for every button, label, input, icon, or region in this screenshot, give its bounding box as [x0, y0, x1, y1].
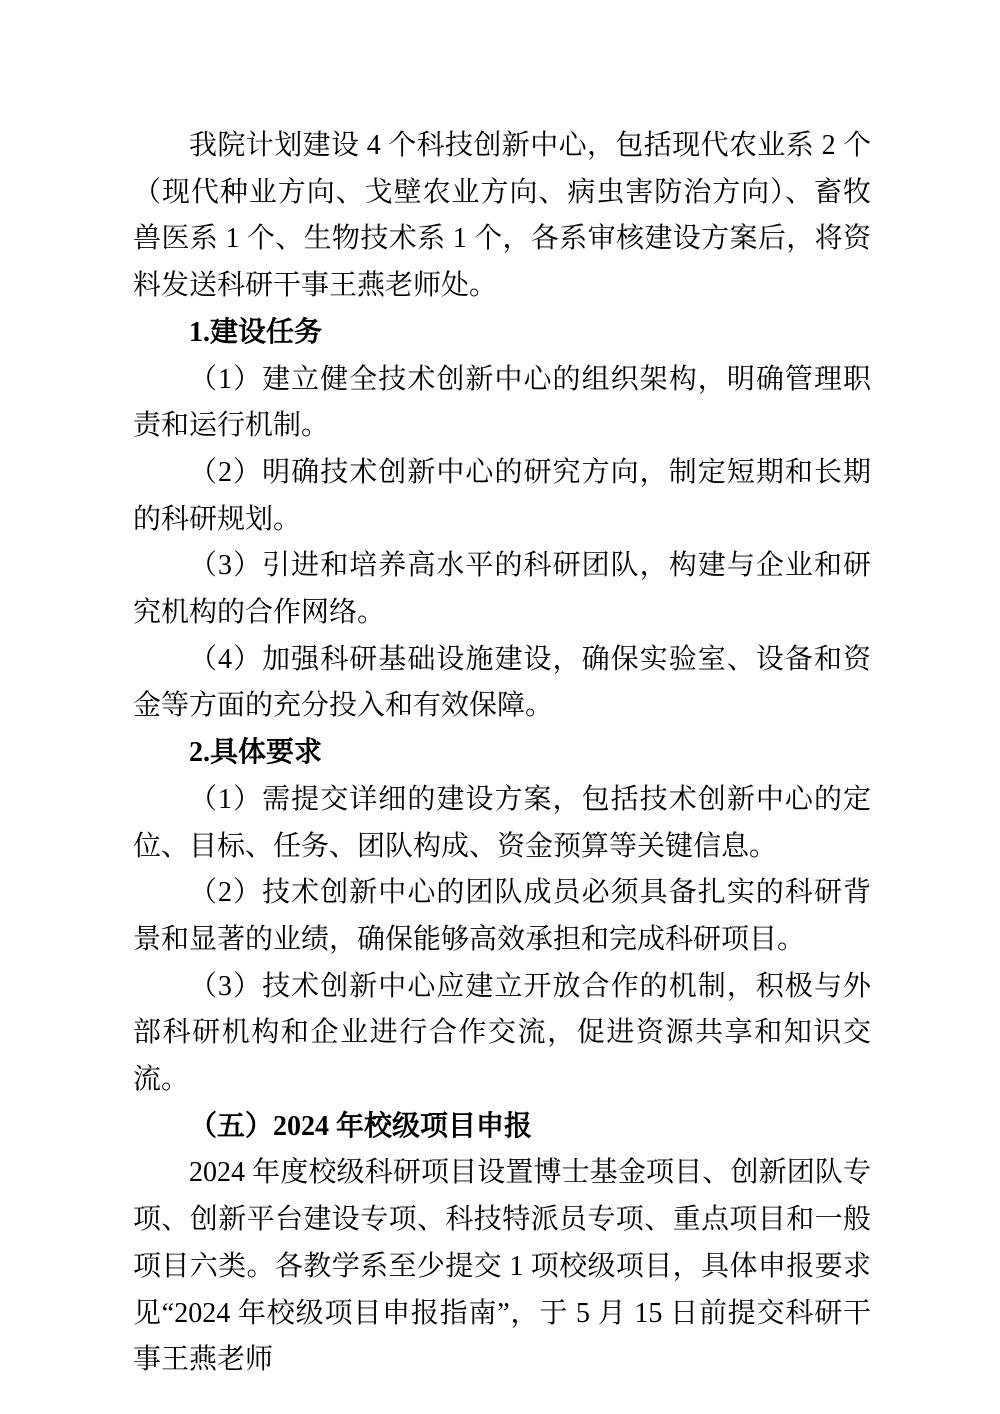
- heading-specific-requirements: 2.具体要求: [189, 737, 323, 769]
- requirement-item-1: （1）需提交详细的建设方案，包括技术创新中心的定位、目标、任务、团队构成、资金预算等关键信息。: [133, 783, 871, 862]
- task-item-3: （3）引进和培养高水平的科研团队，构建与企业和研究机构的合作网络。: [133, 550, 871, 629]
- document-body: [133, 123, 871, 1384]
- requirement-item-2: （2）技术创新中心的团队成员必须具备扎实的科研背景和显著的业绩，确保能够高效承担和完成科研项目。: [133, 877, 871, 955]
- paragraph-intro-innovation-centers: 我院计划建设 4 个科技创新中心，包括现代农业系 2 个（现代种业方向、戈壁农业方向、病虫害防治方向）、畜牧兽医系 1 个、生物技术系 1 个，各系审核建设方案后，将资料发送科研干事王燕老师处。: [133, 130, 871, 302]
- paragraph-2024-project-details: 2024 年度校级科研项目设置博士基金项目、创新团队专项、创新平台建设专项、科技特派员专项、重点项目和一般项目六类。各教学系至少提交 1 项校级项目，具体申报要求见“2024 年校级项目申报指南”，于 5 月 15 日前提交科研干事王燕老师: [133, 1157, 871, 1376]
- task-item-4: （4）加强科研基础设施建设，确保实验室、设备和资金等方面的充分投入和有效保障。: [133, 643, 871, 722]
- task-item-1: （1）建立健全技术创新中心的组织架构，明确管理职责和运行机制。: [133, 363, 871, 442]
- heading-2024-project-application: （五）2024 年校级项目申报: [189, 1110, 533, 1142]
- task-item-2: （2）明确技术创新中心的研究方向，制定短期和长期的科研规划。: [133, 456, 871, 535]
- requirement-item-3: （3）技术创新中心应建立开放合作的机制，积极与外部科研机构和企业进行合作交流，促进资源共享和知识交流。: [133, 970, 871, 1096]
- heading-construction-tasks: 1.建设任务: [189, 316, 323, 348]
